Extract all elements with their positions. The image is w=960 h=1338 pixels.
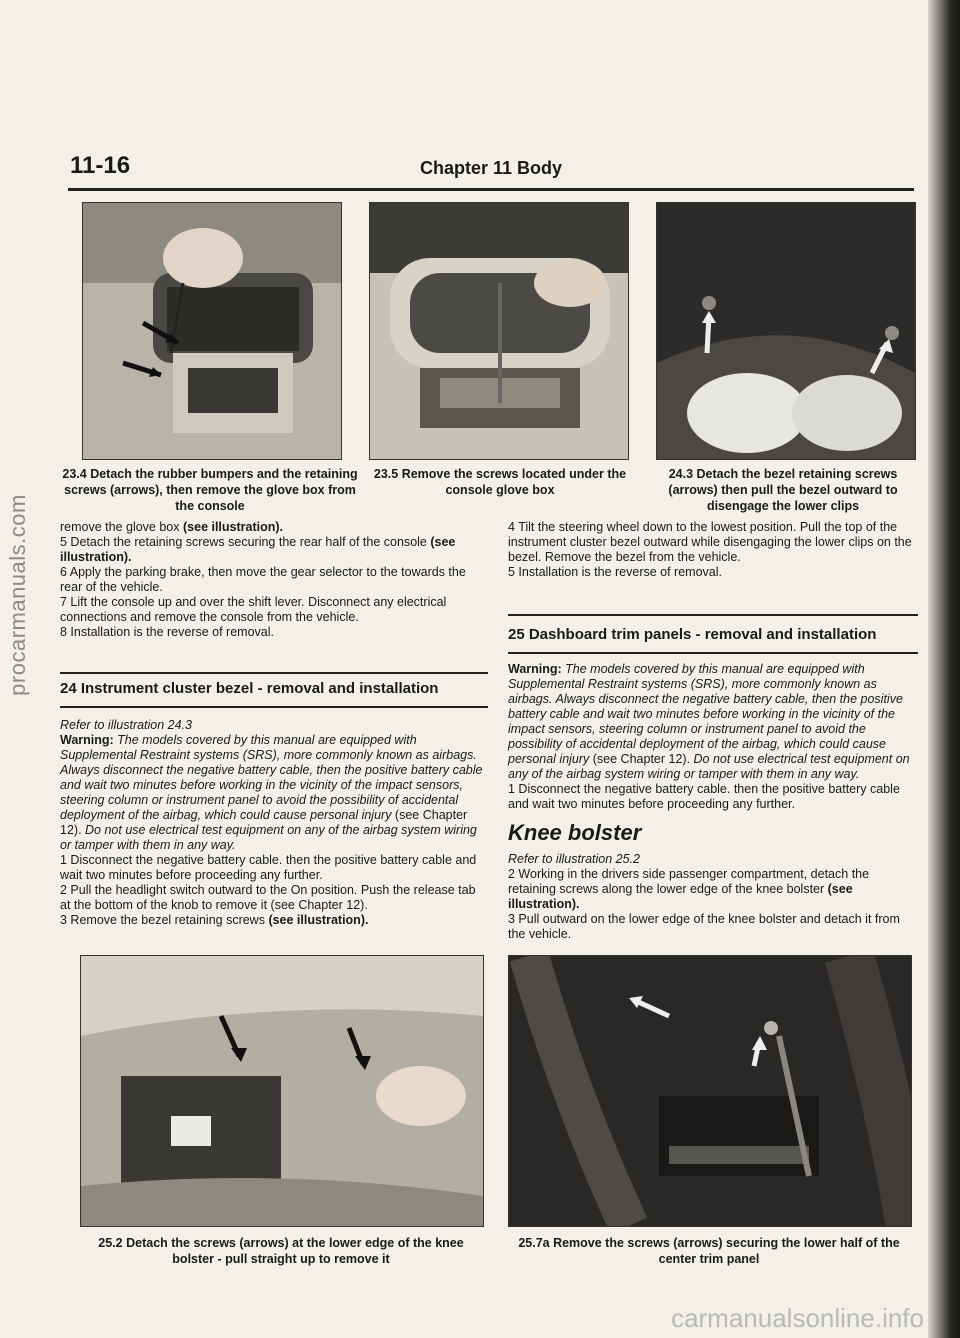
photo-25-2-knee-bolster xyxy=(80,955,484,1227)
step-23-5 xyxy=(60,535,488,565)
step-23-4-end xyxy=(60,520,488,535)
caption-25-2: 25.2 Detach the screws (arrows) at the lower edge of the knee bolster - pull straight up to remove it xyxy=(98,1236,464,1266)
photo-23-5-image xyxy=(370,203,628,459)
warning-ref: (see Chapter 12). xyxy=(589,752,694,766)
section-24-warning xyxy=(60,733,488,853)
text: 3 Remove the bezel retaining screws xyxy=(60,913,269,927)
step-25-1: 1 Disconnect the negative battery cable. then the positive battery cable and wait two minutes before proceeding any further. xyxy=(508,782,900,811)
photo-25-7a-image xyxy=(509,956,911,1226)
see-illustration-ref: (see illustration). xyxy=(183,520,284,534)
see-illustration-ref: (see illustration). xyxy=(268,913,369,927)
photo-25-7a-center-trim xyxy=(508,955,912,1227)
page-shadow xyxy=(928,0,960,1338)
step-knee-2 xyxy=(508,867,918,912)
step-knee-3: 3 Pull outward on the lower edge of the knee bolster and detach it from the vehicle. xyxy=(508,912,900,941)
caption-23-5: 23.5 Remove the screws located under the console glove box xyxy=(373,467,627,497)
section-24-ref: Refer to illustration 24.3 xyxy=(60,718,193,732)
warning-text: The models covered by this manual are equipped with Supplemental Restraint systems (SRS), more commonly known as airbags. Always disconnect the negative battery cable, then the positive battery cable and wait two minutes before working in the vicinity of the impact sensors, steering column or instrument panel to avoid the possibility of accidental deployment of the airbag, which could cause personal injury xyxy=(60,733,483,822)
warning-ref: (see Chapter 12). xyxy=(60,808,468,837)
section-24-rule-bottom xyxy=(60,706,488,708)
right-column-section-25 xyxy=(508,662,918,812)
step-24-4: 4 Tilt the steering wheel down to the lowest position. Pull the top of the instrument cluster bezel outward while disengaging the lower clips on the bezel. Remove the bezel from the vehicle. xyxy=(508,520,912,564)
section-25-heading: 25 Dashboard trim panels - removal and installation xyxy=(508,626,877,643)
knee-bolster-ref: Refer to illustration 25.2 xyxy=(508,852,641,866)
watermark-carmanualsonline: carmanualsonline.info xyxy=(671,1303,924,1333)
warning-text-2: Do not use electrical test equipment on any of the airbag system wiring or tamper with them in any way. xyxy=(60,823,477,852)
warning-label: Warning: xyxy=(60,733,118,747)
step-24-1: 1 Disconnect the negative battery cable. then the positive battery cable and wait two minutes before proceeding any further. xyxy=(60,853,477,882)
knee-bolster-heading: Knee bolster xyxy=(508,820,642,845)
warning-label: Warning: xyxy=(508,662,566,676)
section-25-warning xyxy=(508,662,918,782)
section-25-rule-bottom xyxy=(508,652,918,654)
step-24-5: 5 Installation is the reverse of removal. xyxy=(508,565,722,579)
text: remove the glove box xyxy=(60,520,183,534)
photo-24-3-image xyxy=(657,203,915,459)
section-24-rule-top xyxy=(60,672,488,674)
caption-25-7a: 25.7a Remove the screws (arrows) securing the lower half of the center trim panel xyxy=(518,1236,900,1266)
step-23-8: 8 Installation is the reverse of removal. xyxy=(60,625,274,639)
photo-23-5-console xyxy=(369,202,629,460)
text: 5 Detach the retaining screws securing the rear half of the console xyxy=(60,535,431,549)
photo-25-2-image xyxy=(81,956,483,1226)
left-column-top xyxy=(60,520,488,640)
see-illustration-ref: (see illustration). xyxy=(508,882,853,911)
step-24-2: 2 Pull the headlight switch outward to the On position. Push the release tab at the bottom of the knob to remove it (see Chapter 12). xyxy=(60,883,476,912)
see-illustration-ref: (see illustration). xyxy=(60,535,456,564)
caption-24-3: 24.3 Detach the bezel retaining screws (arrows) then pull the bezel outward to disengage the lower clips xyxy=(668,467,898,513)
step-24-3 xyxy=(60,913,488,928)
text: 2 Working in the drivers side passenger compartment, detach the retaining screws along the lower edge of the knee bolster xyxy=(508,867,870,896)
header-rule xyxy=(68,188,914,191)
section-25-rule-top xyxy=(508,614,918,616)
section-24-heading: 24 Instrument cluster bezel - removal and installation xyxy=(60,680,439,697)
left-column-section-24 xyxy=(60,718,488,928)
right-column-knee-bolster xyxy=(508,852,918,942)
step-23-7: 7 Lift the console up and over the shift lever. Disconnect any electrical connections and remove the console from the vehicle. xyxy=(60,595,447,624)
page-number: 11-16 xyxy=(70,152,131,179)
chapter-title: Chapter 11 Body xyxy=(420,158,563,178)
warning-text: The models covered by this manual are equipped with Supplemental Restraint systems (SRS), more commonly known as airbags. Always disconnect the negative battery cable, then the positive battery cable and wait two minutes before working in the vicinity of the impact sensors, steering column or instrument panel to avoid the possibility of accidental deployment of the airbag, which could cause personal injury xyxy=(508,662,903,766)
photo-23-4-image xyxy=(83,203,341,459)
right-column-top xyxy=(508,520,918,580)
caption-23-4: 23.4 Detach the rubber bumpers and the retaining screws (arrows), then remove the glove box from the console xyxy=(62,467,358,513)
warning-text-2: Do not use electrical test equipment on any of the airbag system wiring or tamper with them in any way. xyxy=(508,752,910,781)
photo-24-3-bezel xyxy=(656,202,916,460)
step-23-6: 6 Apply the parking brake, then move the gear selector to the towards the rear of the vehicle. xyxy=(60,565,466,594)
watermark-procarmanuals: procarmanuals.com xyxy=(5,494,30,696)
photo-23-4-glove-box xyxy=(82,202,342,460)
